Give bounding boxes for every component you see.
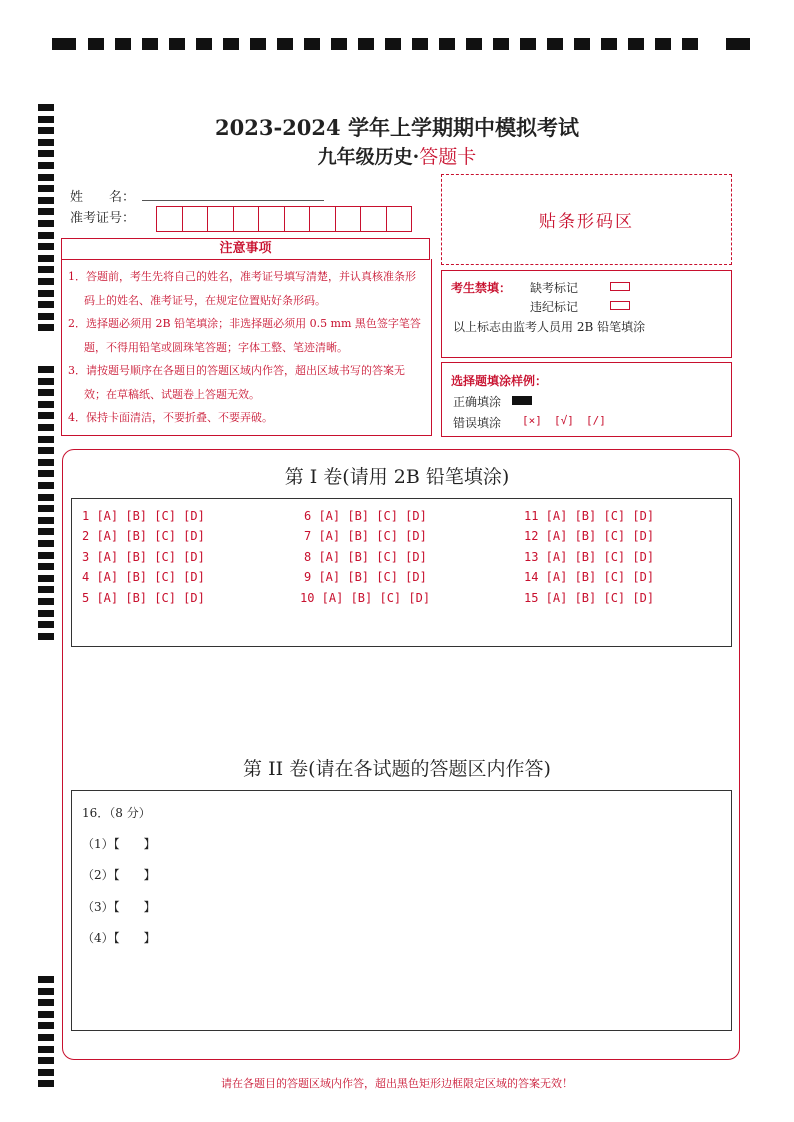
timing-mark [38,1034,54,1041]
absent-mark-label: 缺考标记 [530,281,579,295]
timing-mark [38,232,54,239]
timing-mark [38,174,54,181]
timing-mark [38,424,54,431]
mc-question[interactable]: 14 [A] [B] [C] [D] [524,570,655,584]
mc-question[interactable]: 11 [A] [B] [C] [D] [524,509,655,523]
barcode-area [441,174,732,265]
mc-question[interactable]: 5 [A] [B] [C] [D] [82,591,205,605]
timing-mark [38,1057,54,1064]
wrong-mark-cross: [×] [522,414,542,427]
barcode-label: 贴条形码区 [539,212,634,232]
timing-mark [38,366,54,373]
timing-mark [38,220,54,227]
id-digit-box[interactable] [156,206,183,232]
id-digit-box[interactable] [335,206,362,232]
sample-label: 选择题填涂样例： [451,374,548,388]
fill-sample-panel [441,362,732,437]
mc-question[interactable]: 15 [A] [B] [C] [D] [524,591,655,605]
id-digit-box[interactable] [284,206,311,232]
timing-mark [38,528,54,535]
mc-question[interactable]: 10 [A] [B] [C] [D] [300,591,431,605]
mc-question[interactable]: 9 [A] [B] [C] [D] [304,570,427,584]
timing-mark [38,517,54,524]
timing-mark [38,104,54,111]
exam-subtitle [0,142,794,169]
timing-mark [38,540,54,547]
violation-mark-label: 违纪标记 [530,300,579,314]
timing-mark [38,598,54,605]
wrong-fill-label: 错误填涂 [453,416,502,430]
timing-mark [38,412,54,419]
timing-mark [38,401,54,408]
mc-question[interactable]: 3 [A] [B] [C] [D] [82,550,205,564]
mc-question[interactable]: 7 [A] [B] [C] [D] [304,529,427,543]
absent-mark-box[interactable] [610,282,630,291]
timing-mark [38,208,54,215]
sub-answer-3[interactable]: （3）【 】 [82,900,156,914]
timing-mark [38,552,54,559]
wrong-mark-slash: [/] [586,414,606,427]
part1-title: 第 I 卷(请用 2B 铅笔填涂) [284,466,510,488]
exam-id-boxes[interactable] [156,206,411,232]
timing-mark [38,185,54,192]
timing-mark [38,976,54,983]
exam-title: 2023-2024 学年上学期期中模拟考试 [215,115,579,140]
timing-mark [38,266,54,273]
mc-question[interactable]: 1 [A] [B] [C] [D] [82,509,205,523]
id-digit-box[interactable] [207,206,234,232]
timing-mark [38,999,54,1006]
timing-mark [38,575,54,582]
timing-mark [38,1046,54,1053]
mc-question[interactable]: 2 [A] [B] [C] [D] [82,529,205,543]
timing-mark [38,313,54,320]
timing-mark [38,505,54,512]
timing-mark [38,243,54,250]
timing-mark [38,301,54,308]
question-16-label: 16．（8 分） [82,806,151,820]
notice-item: 2．选择题必须用 2B 铅笔填涂；非选择题必须用 0.5 mm 黑色签字笔答题，不得用铅笔或圆珠笔答题；字体工整、笔迹清晰。 [68,317,421,354]
notice-heading: 注意事项 [61,238,430,260]
top-timing-marks [52,38,750,52]
mc-question[interactable]: 6 [A] [B] [C] [D] [304,509,427,523]
multiple-choice-area [71,498,732,647]
timing-mark [38,988,54,995]
mc-question[interactable]: 12 [A] [B] [C] [D] [524,529,655,543]
timing-mark [38,610,54,617]
timing-mark [38,621,54,628]
notice-item: 1．答题前，考生先将自己的姓名，准考证号填写清楚，并认真核准条形码上的姓名、准考证号，在规定位置贴好条形码。 [68,270,416,307]
sub-answer-1[interactable]: （1）【 】 [82,837,156,851]
name-input-line[interactable] [142,200,324,201]
timing-mark [38,278,54,285]
correct-fill-label: 正确填涂 [453,395,502,409]
timing-mark [38,389,54,396]
id-digit-box[interactable] [233,206,260,232]
id-digit-box[interactable] [360,206,387,232]
answer-card-label: 答题卡 [419,146,477,168]
sub-answer-2[interactable]: （2）【 】 [82,868,156,882]
notice-item: 3．请按题号顺序在各题目的答题区域内作答，超出区域书写的答案无效；在草稿纸、试题卷上答题无效。 [68,364,405,401]
subject-name: 九年级历史· [317,146,420,168]
notice-list [61,259,432,436]
violation-mark-box[interactable] [610,301,630,310]
timing-mark [38,436,54,443]
correct-fill-mark [512,396,532,405]
timing-mark [38,633,54,640]
id-digit-box[interactable] [258,206,285,232]
question-16-area[interactable] [71,790,732,1031]
timing-mark [38,1011,54,1018]
id-digit-box[interactable] [309,206,336,232]
timing-mark [38,255,54,262]
part2-title: 第 II 卷(请在各试题的答题区内作答) [243,758,551,780]
proctor-note: 以上标志由监考人员用 2B 铅笔填涂 [453,320,646,334]
notice-item: 4．保持卡面清洁，不要折叠、不要弄破。 [68,411,273,424]
sub-answer-4[interactable]: （4）【 】 [82,931,156,945]
footer-warning: 请在各题目的答题区域内作答，超出黑色矩形边框限定区域的答案无效！ [221,1077,573,1090]
timing-mark [38,1022,54,1029]
banned-label: 考生禁填： [451,281,512,295]
timing-mark [38,586,54,593]
timing-mark [38,324,54,331]
wrong-mark-check: [√] [554,414,574,427]
mc-question[interactable]: 4 [A] [B] [C] [D] [82,570,205,584]
mc-question[interactable]: 8 [A] [B] [C] [D] [304,550,427,564]
proctor-marks-panel [441,270,732,358]
timing-mark [38,447,54,454]
timing-mark [38,290,54,297]
timing-mark [38,197,54,204]
id-digit-box[interactable] [182,206,209,232]
timing-mark [38,378,54,385]
timing-mark [38,494,54,501]
timing-mark [38,563,54,570]
id-label: 准考证号： [70,211,136,226]
name-label: 姓 名： [70,190,136,205]
mc-question[interactable]: 13 [A] [B] [C] [D] [524,550,655,564]
id-digit-box[interactable] [386,206,413,232]
